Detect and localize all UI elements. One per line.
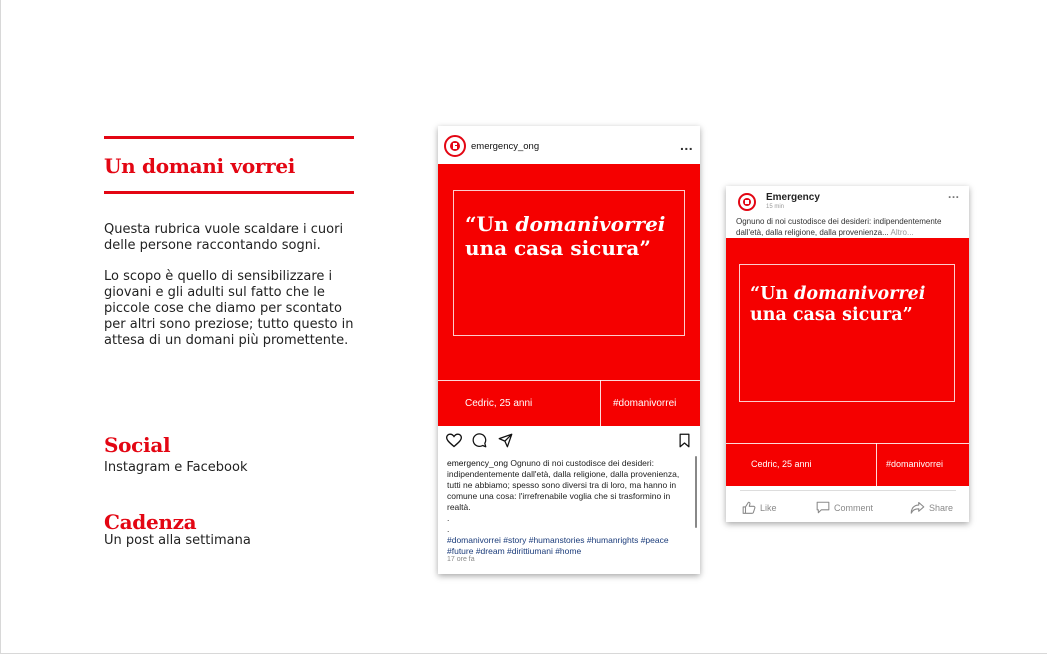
description-paragraph-2: Lo scopo è quello di sensibilizzare i giovani e gli adulti sul fatto che le piccole cose che diamo per scontato per altri sono preziose; tutto questo in attesa di un domani più promettente. (104, 269, 354, 348)
comment-icon[interactable] (472, 433, 487, 448)
caption-text: Ognuno di noi custodisce dei desideri: indipendentemente dall'età, dalla religione, dalla provenienza, tutti ne abbiamo; spesso sono diversi tra di loro, ma hanno in comune una cosa: l'irrefrenabile voglia che si trasformino in realtà. (447, 458, 680, 512)
instagram-username[interactable]: emergency_ong (471, 141, 540, 152)
caption-dot-1: . (447, 513, 450, 523)
caption-username[interactable]: emergency_ong (447, 458, 508, 468)
facebook-page-name[interactable]: Emergency (766, 192, 820, 203)
description-paragraph-1: Questa rubrica vuole scaldare i cuori delle persone raccontando sogni. (104, 222, 344, 253)
quote-rest: una casa sicura” (465, 236, 651, 260)
instagram-post-image[interactable] (438, 164, 700, 426)
comment-label: Comment (834, 502, 874, 513)
more-options-icon[interactable]: ... (948, 187, 960, 201)
facebook-action-bar (726, 498, 969, 518)
comment-bubble-icon (816, 501, 830, 514)
facebook-post-image[interactable] (726, 238, 969, 486)
caption-hashtags[interactable]: #domanivorrei #story #humanstories #humanrights #peace #future #dream #dirittiumani #home (447, 535, 669, 556)
more-options-icon[interactable]: ... (680, 137, 694, 153)
facebook-timestamp: 15 min (766, 204, 785, 210)
share-icon[interactable] (498, 433, 513, 448)
actions-divider (740, 490, 956, 491)
instagram-header (438, 126, 700, 164)
cadence-text: Un post alla settimana (104, 533, 251, 548)
page-title: Un domani vorrei (104, 154, 296, 178)
social-text: Instagram e Facebook (104, 460, 248, 475)
post-hashtag: #domanivorrei (613, 398, 677, 409)
heart-icon[interactable] (446, 433, 462, 448)
caption-dot-2: . (447, 524, 450, 534)
post-author: Cedric, 25 anni (751, 459, 812, 469)
facebook-text: Ognuno di noi custodisce dei desideri: indipendentemente dall'età, dalla religione, dalla provenienza... (736, 217, 942, 237)
comment-button[interactable] (816, 501, 873, 514)
share-button[interactable] (910, 501, 953, 514)
quote-italic: domanivorrei (794, 284, 926, 304)
post-quote (465, 212, 680, 260)
share-label: Share (929, 502, 954, 513)
instagram-caption (447, 458, 687, 557)
instagram-post (438, 126, 700, 574)
emergency-logo-icon[interactable] (738, 193, 756, 211)
title-bottom-rule (104, 191, 354, 194)
see-more-link[interactable]: Altro... (890, 227, 914, 237)
emergency-logo-icon[interactable] (444, 135, 466, 157)
cadence-heading: Cadenza (104, 510, 197, 534)
post-timestamp: 17 ore fa (447, 556, 475, 563)
strip-divider-h (438, 380, 700, 381)
strip-divider-v (600, 380, 601, 426)
facebook-post-text (736, 217, 964, 238)
quote-italic: domanivorrei (515, 212, 666, 236)
strip-divider-v (876, 443, 877, 486)
strip-divider-h (726, 443, 969, 444)
post-quote (750, 284, 955, 326)
like-label: Like (760, 502, 777, 513)
post-hashtag: #domanivorrei (886, 459, 944, 469)
social-heading: Social (104, 433, 171, 457)
caption-scrollbar[interactable] (695, 456, 697, 528)
quote-open: “Un (750, 284, 795, 304)
facebook-post (726, 186, 969, 522)
title-top-rule (104, 136, 354, 139)
post-author: Cedric, 25 anni (465, 398, 533, 409)
instagram-action-bar (446, 432, 692, 450)
quote-open: “Un (465, 212, 516, 236)
bookmark-icon[interactable] (678, 433, 691, 448)
thumbs-up-icon (742, 501, 756, 514)
like-button[interactable] (742, 501, 777, 514)
share-arrow-icon (910, 501, 925, 514)
quote-rest: una casa sicura” (750, 305, 913, 325)
